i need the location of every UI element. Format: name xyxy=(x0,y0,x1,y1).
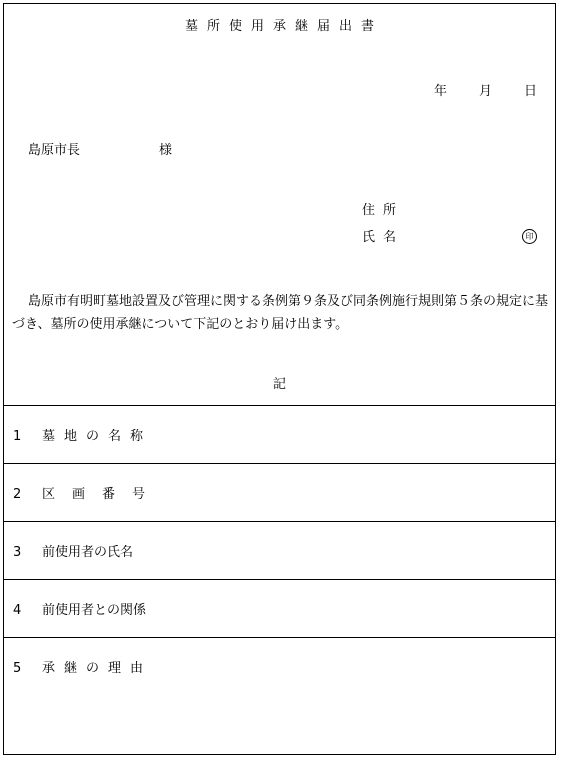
form-container xyxy=(3,3,556,755)
form-title: 墓所使用承継届出書 xyxy=(184,19,383,34)
row-number: 2 xyxy=(13,487,22,502)
table-row xyxy=(4,405,555,463)
table-row xyxy=(4,579,555,637)
honorific: 様 xyxy=(159,143,173,158)
address-label: 住所 xyxy=(362,203,405,218)
row-number: 5 xyxy=(13,661,22,676)
row-label: 承継の理由 xyxy=(42,661,153,676)
row-label: 前使用者の氏名 xyxy=(42,545,134,560)
item-table xyxy=(4,405,555,757)
row-number: 4 xyxy=(13,603,22,618)
addressee: 島原市長 xyxy=(28,143,81,158)
table-row xyxy=(4,463,555,521)
body-text: 島原市有明町墓地設置及び管理に関する条例第９条及び同条例施行規則第５条の規定に基づき、墓所の使用承継について下記のとおり届け出ます。 xyxy=(12,294,549,332)
table-row xyxy=(4,521,555,579)
body-paragraph xyxy=(12,290,552,336)
ki-heading: 記 xyxy=(272,377,286,392)
row-label: 墓地の名称 xyxy=(42,429,153,444)
name-label: 氏名 xyxy=(362,230,405,245)
row-number: 1 xyxy=(13,429,22,444)
date-year-label: 年 xyxy=(434,84,448,99)
date-day-label: 日 xyxy=(524,84,538,99)
row-number: 3 xyxy=(13,545,22,560)
row-label: 区画番号 xyxy=(42,487,163,502)
row-label: 前使用者との関係 xyxy=(42,603,147,618)
date-month-label: 月 xyxy=(479,84,493,99)
table-row xyxy=(4,637,555,757)
seal-icon: 印 xyxy=(522,229,537,244)
